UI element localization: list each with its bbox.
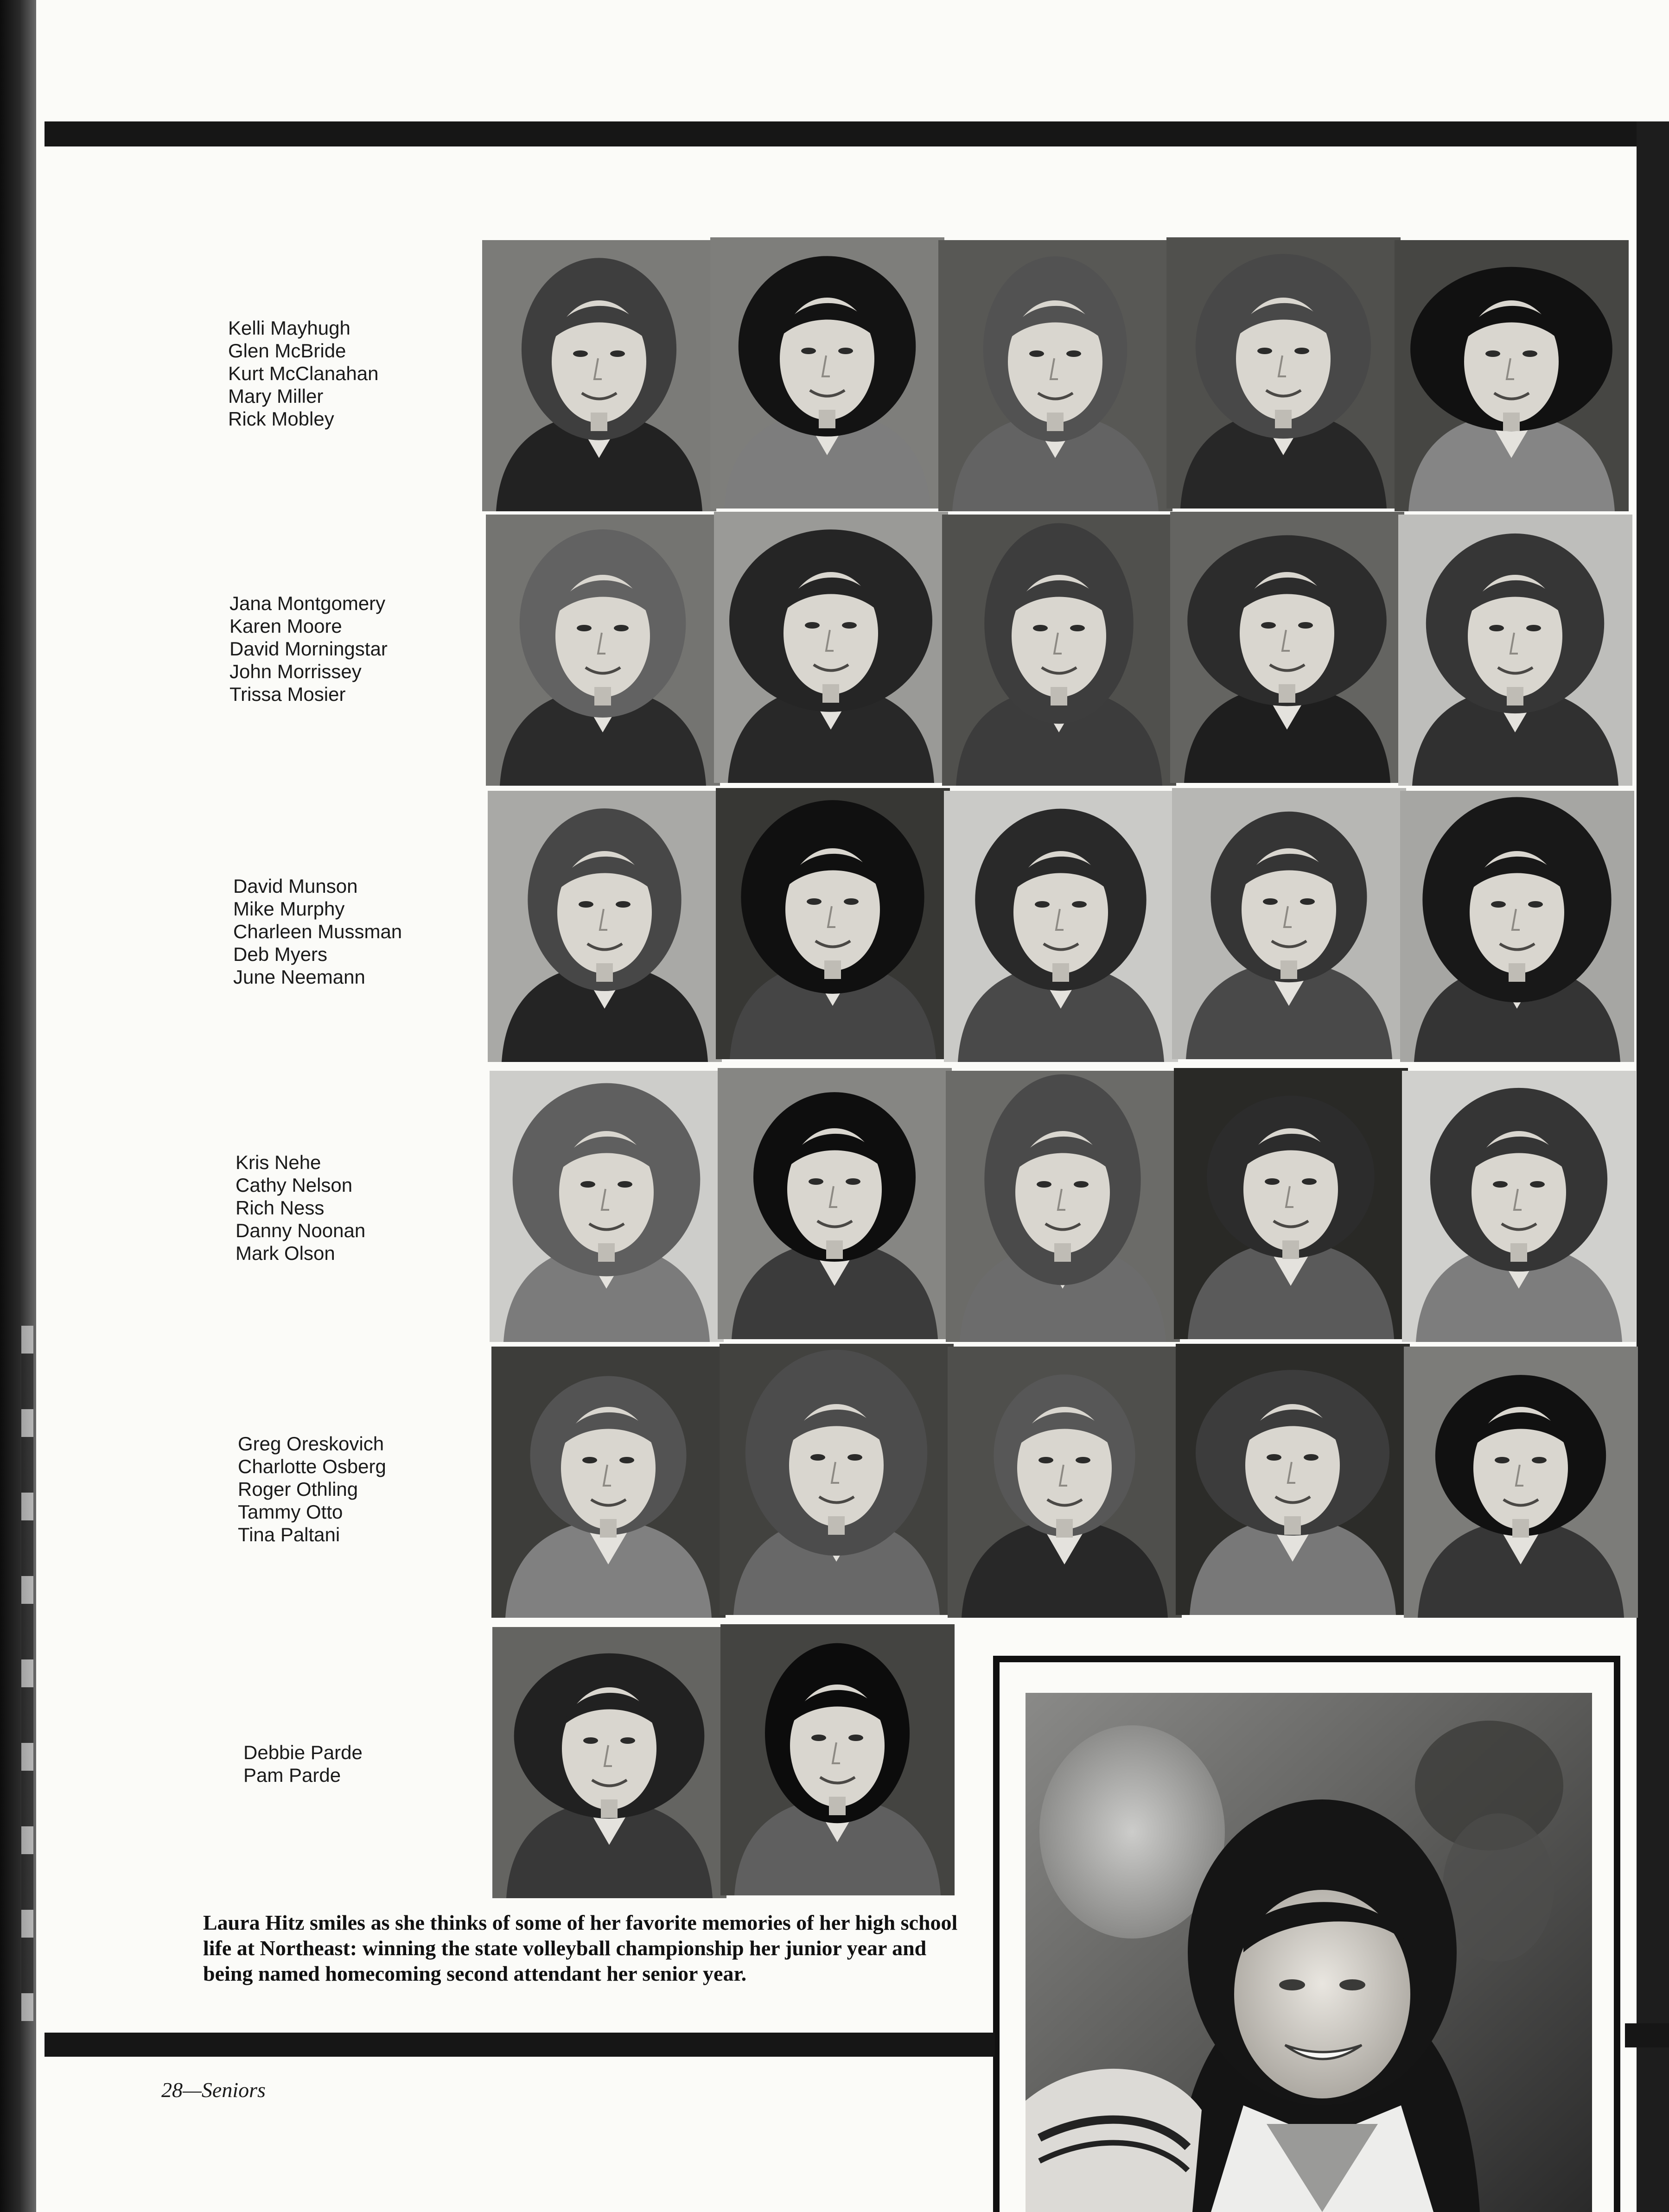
student-portrait: [1174, 1068, 1408, 1339]
binding-edge-right: [1637, 121, 1669, 2212]
student-name: Roger Othling: [238, 1478, 358, 1500]
student-name: Tammy Otto: [238, 1501, 343, 1523]
student-name: David Morningstar: [229, 638, 388, 660]
portrait-image: [718, 1068, 952, 1339]
student-name: John Morrissey: [229, 661, 362, 682]
name-list-row-6: [243, 1741, 363, 1786]
portrait-image: [710, 237, 944, 509]
name-list-row-1: [228, 317, 379, 430]
student-portrait: [944, 791, 1178, 1062]
page-folio: 28—Seniors: [161, 2078, 266, 2102]
student-portrait: [1166, 237, 1401, 509]
name-list-row-4: [236, 1151, 365, 1265]
portrait-image: [1395, 240, 1629, 511]
student-portrait: [1172, 788, 1406, 1059]
portrait-image: [946, 1071, 1180, 1342]
feature-caption: Laura Hitz smiles as she thinks of some of her favorite memories of her high school life at Northeast: winning the state volleyball championship her junior year and being named homecoming second attendant her senior year.: [203, 1911, 958, 1985]
name-list-row-3: [233, 875, 402, 988]
student-portrait: [716, 788, 950, 1059]
portrait-image: [491, 1347, 726, 1618]
student-portrait: [1395, 240, 1629, 511]
student-name: Mike Murphy: [233, 898, 345, 920]
student-portrait: [1176, 1344, 1410, 1615]
portrait-image: [492, 1627, 726, 1898]
portrait-image: [1170, 512, 1404, 783]
student-portrait: [714, 512, 948, 783]
student-name: Charlotte Osberg: [238, 1456, 386, 1477]
student-portrait: [490, 1071, 724, 1342]
student-portrait: [942, 515, 1176, 786]
portrait-image: [942, 515, 1176, 786]
student-name: Pam Parde: [243, 1764, 341, 1786]
student-portrait: [486, 515, 720, 786]
name-list-row-5: [238, 1432, 386, 1546]
student-portrait: [948, 1347, 1182, 1618]
portrait-image: [1172, 788, 1406, 1059]
feature-photo: [1026, 1693, 1592, 2212]
student-name: Cathy Nelson: [236, 1174, 353, 1196]
binding-marks: [21, 1326, 33, 2021]
student-name: Charleen Mussman: [233, 921, 402, 942]
student-portrait: [1402, 1071, 1636, 1342]
student-name: Trissa Mosier: [229, 683, 346, 705]
student-portrait: [492, 1627, 726, 1898]
student-portrait: [720, 1344, 954, 1615]
student-portrait: [488, 791, 722, 1062]
bottom-rule-right: [1625, 2023, 1669, 2047]
student-portrait: [938, 240, 1172, 511]
portrait-image: [948, 1347, 1182, 1618]
student-portrait: [720, 1624, 955, 1895]
student-portrait: [1404, 1347, 1638, 1618]
student-portrait: [491, 1347, 726, 1618]
student-portrait: [482, 240, 716, 511]
portrait-image: [944, 791, 1178, 1062]
student-name: Mary Miller: [228, 385, 324, 407]
student-name: Rick Mobley: [228, 408, 334, 430]
portrait-image: [1176, 1344, 1410, 1615]
student-name: Jana Montgomery: [229, 592, 386, 614]
student-name: Glen McBride: [228, 340, 346, 362]
portrait-image: [488, 791, 722, 1062]
student-name: Rich Ness: [236, 1197, 325, 1219]
student-portrait: [1400, 791, 1634, 1062]
student-name: David Munson: [233, 875, 358, 897]
portrait-image: [720, 1624, 955, 1895]
portrait-image: [720, 1344, 954, 1615]
student-name: Debbie Parde: [243, 1742, 363, 1763]
student-name: Mark Olson: [236, 1242, 335, 1264]
portrait-image: [1402, 1071, 1636, 1342]
portrait-image: [938, 240, 1172, 511]
bottom-rule: [45, 2033, 995, 2057]
student-name: Kris Nehe: [236, 1151, 321, 1173]
portrait-image: [716, 788, 950, 1059]
top-rule: [45, 121, 1669, 146]
student-portrait: [1170, 512, 1404, 783]
portrait-image: [1400, 791, 1634, 1062]
student-name: Deb Myers: [233, 943, 328, 965]
feature-photo-image: [1026, 1693, 1592, 2212]
portrait-image: [714, 512, 948, 783]
student-portrait: [946, 1071, 1180, 1342]
student-name: Greg Oreskovich: [238, 1433, 384, 1455]
portrait-image: [1174, 1068, 1408, 1339]
student-name: Karen Moore: [229, 615, 342, 637]
student-name: June Neemann: [233, 966, 365, 988]
student-portrait: [1398, 515, 1632, 786]
student-portrait: [718, 1068, 952, 1339]
portrait-image: [490, 1071, 724, 1342]
student-name: Danny Noonan: [236, 1220, 366, 1241]
student-name: Kurt McClanahan: [228, 362, 379, 384]
portrait-image: [1166, 237, 1401, 509]
portrait-image: [1404, 1347, 1638, 1618]
student-name: Kelli Mayhugh: [228, 317, 350, 339]
student-portrait: [710, 237, 944, 509]
portrait-image: [486, 515, 720, 786]
portrait-image: [482, 240, 716, 511]
portrait-image: [1398, 515, 1632, 786]
name-list-row-2: [229, 592, 388, 706]
student-name: Tina Paltani: [238, 1524, 340, 1545]
